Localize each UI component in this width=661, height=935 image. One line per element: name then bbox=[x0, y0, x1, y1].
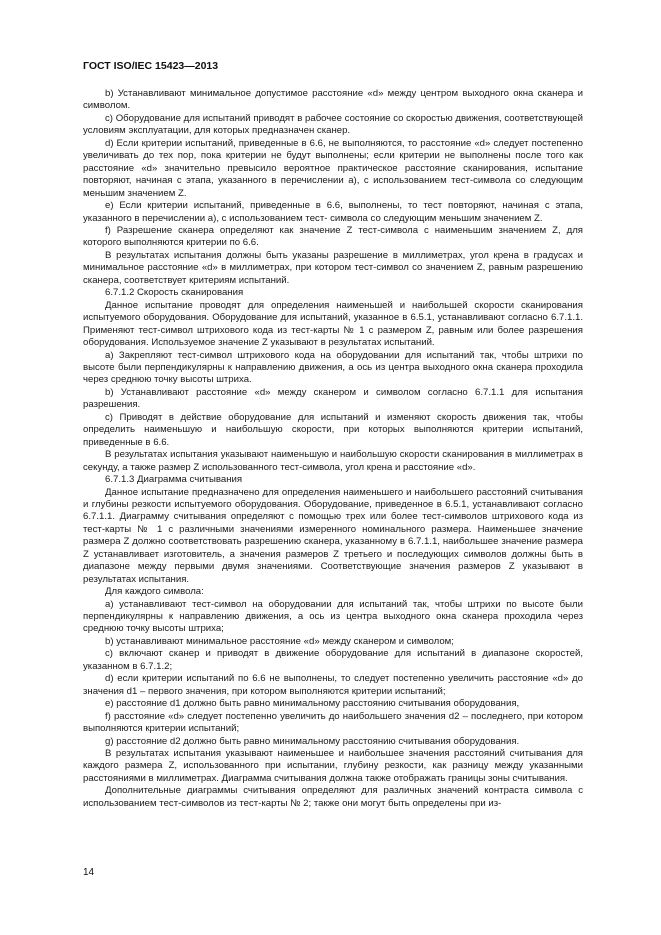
page-number: 14 bbox=[83, 867, 95, 878]
paragraph-diagram-a: а) устанавливают тест-символ на оборудовании для испытаний так, чтобы штрихи по высоте были перпендикулярны к направлению движения, а ось из центра выходного окна сканера проходила через среднюю точку высоты штриха; bbox=[83, 598, 583, 635]
paragraph-results-resolution: В результатах испытания должны быть указаны разрешение в миллиметрах, угол крена в градусах и минимальное расстояние «d» в миллиметрах, при котором тест-символ со значением Z, равным разрешению сканера, соответствует критериям испытаний. bbox=[83, 249, 583, 286]
paragraph-speed-c: c) Приводят в действие оборудование для испытаний и изменяют скорость движения так, чтобы определить наименьшую и наибольшую скорости, при которых выполняются критерии испытаний, приведенные в 6.6. bbox=[83, 411, 583, 448]
paragraph-speed-results: В результатах испытания указывают наименьшую и наибольшую скорости сканирования в миллиметрах в секунду, а также размер Z использованного тест-символа, угол крена и расстояние «d». bbox=[83, 449, 583, 473]
paragraph-e-repeat: e) Если критерии испытаний, приведенные в 6.6, выполнены, то тест повторяют, начиная с этапа, указанного в перечислении а), с использованием тест- символа со следующим меньшим значением Z. bbox=[83, 200, 583, 224]
paragraph-additional-diagrams: Дополнительные диаграммы считывания определяют для различных значений контраста символа с использованием тест-символов из тест-карты № 2; также они могут быть определены при из- bbox=[83, 785, 583, 809]
paragraph-diagram-f: f) расстояние «d» следует постепенно увеличить до наибольшего значения d2 – последнего, при котором выполняются критерии испытаний; bbox=[83, 710, 583, 735]
paragraph-diagram-c: c) включают сканер и приводят в движение оборудование для испытаний в диапазоне скоростей, указанном в 6.7.1.2; bbox=[83, 648, 583, 672]
paragraph-speed-intro: Данное испытание проводят для определения наименьшей и наибольшей скорости сканирования испытуемого оборудования. Оборудование для испытаний, указанное в 6.5.1, устанавливают согласно 6.7.1.1. Применяют тест-символ штрихового кода из тест-карты № 1 с размером Z, равным или более разрешения оборудования. Используемое значение Z указывают в результатах испытаний. bbox=[83, 299, 583, 349]
paragraph-diagram-intro: Данное испытание предназначено для определения наименьшего и наибольшего расстояний считывания и глубины резкости испытуемого оборудования. Оборудование, приведенное в 6.5.1, устанавливают согласно 6.7.1.1. Диаграмму считывания определяют с помощью трех или более тест-символов штрихового кода из тест-карты № 1 с различными значениями измеренного номинального размера. Наименьшее значение размера Z должно соответствовать разрешению сканера, указанному в 6.7.1.1, наибольшее значение размера Z устанавливает изготовитель, а значения размеров Z третьего и последующих символов должны быть в диапазоне между первыми двумя значениями. Соответствующие значения размеров Z указывают в результатах испытания. bbox=[83, 486, 583, 585]
paragraph-diagram-e: e) расстояние d1 должно быть равно минимальному расстоянию считывания оборудования, bbox=[105, 698, 520, 710]
paragraph-diagram-g: g) расстояние d2 должно быть равно минимальному расстоянию считывания оборудования. bbox=[105, 735, 520, 747]
body-text bbox=[83, 88, 583, 810]
paragraph-diagram-d: d) если критерии испытаний по 6.6 не выполнены, то следует постепенно увеличить расстояние «d» до значения d1 – первого значения, при котором выполняются критерии испытаний; bbox=[83, 673, 583, 697]
paragraph-diagram-results: В результатах испытания указывают наименьшее и наибольшее значения расстояний считывания для каждого размера Z, использованного при испытании, глубину резкости, как разницу между указанными расстояниями в миллиметрах. Диаграмма считывания должна также отображать границы зоны считывания. bbox=[83, 748, 583, 784]
paragraph-speed-a: а) Закрепляют тест-символ штрихового кода на оборудовании для испытаний так, чтобы штрихи по высоте были перпендикулярны к направлению движения, а ось из центра выходного окна сканера проходила через среднюю точку высоты штриха. bbox=[83, 349, 583, 386]
paragraph-speed-b: b) Устанавливают расстояние «d» между сканером и символом согласно 6.7.1.1 для испытания разрешения. bbox=[83, 386, 583, 411]
paragraph-d-criteria: d) Если критерии испытаний, приведенные в 6.6, не выполняются, то расстояние «d» следует постепенно увеличивать до тех пор, пока критерии не будут выполнены; если критерии не выполнены после того как расстояние «d» значительно превысило вероятное практическое расстояние сканирования, испытание повторяют, начиная с этапа, указанного в перечислении а), с использованием тест-символа со следующим меньшим значением Z. bbox=[83, 137, 583, 199]
section-heading-6-7-1-2: 6.7.1.2 Скорость сканирования bbox=[105, 287, 244, 299]
paragraph-c-equipment: c) Оборудование для испытаний приводят в рабочее состояние со скоростью движения, соответствующей условиям эксплуатации, для которых предназначен сканер. bbox=[83, 112, 583, 137]
section-heading-6-7-1-3: 6.7.1.3 Диаграмма считывания bbox=[105, 474, 243, 486]
paragraph-for-each-symbol: Для каждого символа: bbox=[105, 586, 204, 598]
paragraph-f-resolution: f) Разрешение сканера определяют как значение Z тест-символа с наименьшим значением Z, для которого выполняются критерии по 6.6. bbox=[83, 224, 583, 249]
paragraph-diagram-b: b) устанавливают минимальное расстояние «d» между сканером и символом; bbox=[105, 635, 454, 647]
paragraph-b-min-distance: b) Устанавливают минимальное допустимое расстояние «d» между центром выходного окна сканера и символом. bbox=[83, 88, 583, 112]
page-header-title: ГОСТ ISO/IEC 15423—2013 bbox=[83, 60, 219, 72]
